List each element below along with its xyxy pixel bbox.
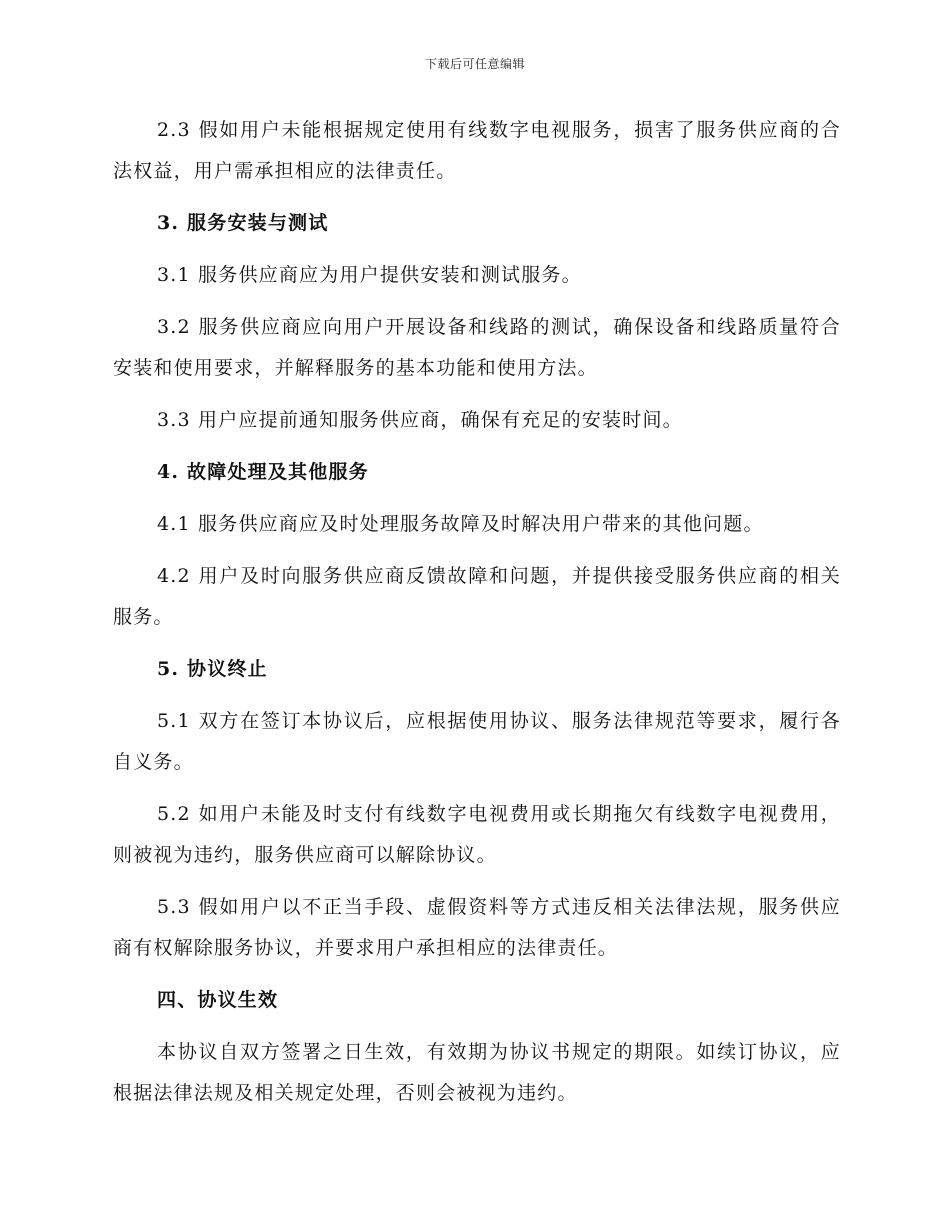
page-header-note: 下载后可任意编辑 — [424, 57, 525, 71]
clause-2-3: 2.3 假如用户未能根据规定使用有线数字电视服务，损害了服务供应商的合法权益，用户需承担相应的法律责任。 — [113, 119, 841, 182]
clause-5-2: 5.2 如用户未能及时支付有线数字电视费用或长期拖欠有线数字电视费用，则被视为违约，服务供应商可以解除协议。 — [113, 803, 841, 866]
section-heading-4: 4. 故障处理及其他服务 — [157, 461, 369, 483]
section-heading-iv: 四、协议生效 — [157, 989, 279, 1011]
clause-5-1: 5.1 双方在签订本协议后，应根据使用协议、服务法律规范等要求，履行各自义务。 — [113, 710, 841, 773]
clause-3-1: 3.1 服务供应商应为用户提供安装和测试服务。 — [157, 264, 582, 286]
clause-3-2: 3.2 服务供应商应向用户开展设备和线路的测试，确保设备和线路质量符合安装和使用要求，并解释服务的基本功能和使用方法。 — [113, 316, 841, 379]
clause-3-3: 3.3 用户应提前通知服务供应商，确保有充足的安装时间。 — [157, 409, 683, 431]
clause-4-2: 4.2 用户及时向服务供应商反馈故障和问题，并提供接受服务供应商的相关服务。 — [113, 565, 841, 628]
document-body — [113, 110, 841, 1125]
section-heading-5: 5. 协议终止 — [157, 658, 268, 680]
section-heading-3: 3. 服务安装与测试 — [157, 212, 329, 234]
clause-4-1: 4.1 服务供应商应及时处理服务故障及时解决用户带来的其他问题。 — [157, 513, 764, 535]
effective-clause: 本协议自双方签署之日生效，有效期为协议书规定的期限。如续订协议，应根据法律法规及相关规定处理，否则会被视为违约。 — [113, 1041, 841, 1104]
clause-5-3: 5.3 假如用户以不正当手段、虚假资料等方式违反相关法律法规，服务供应商有权解除服务协议，并要求用户承担相应的法律责任。 — [113, 896, 841, 959]
